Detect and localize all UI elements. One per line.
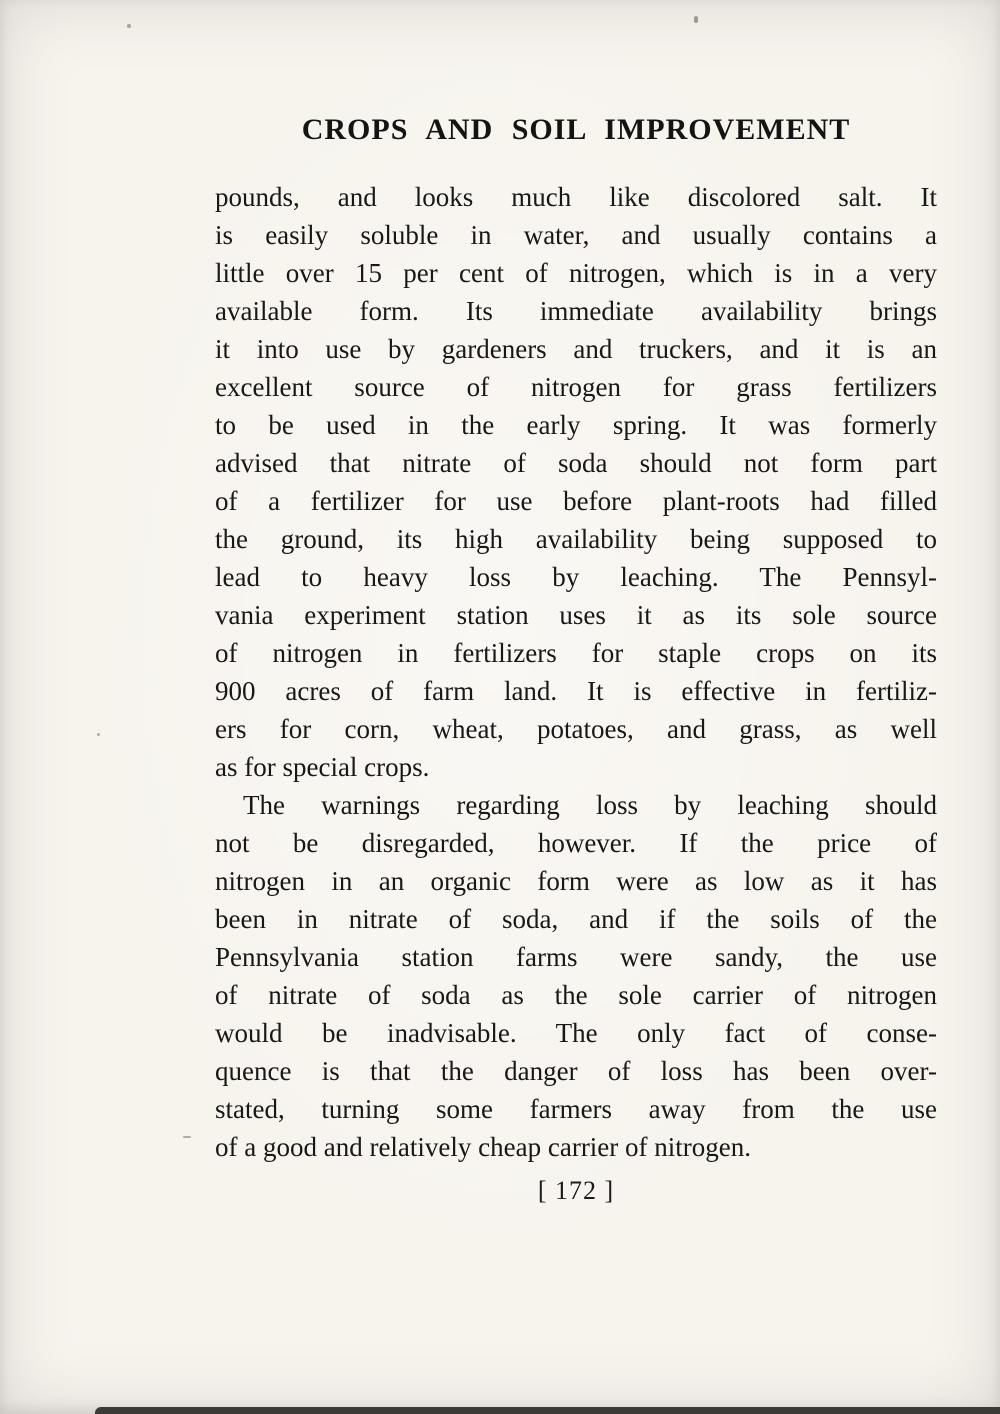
text-line: not be disregarded, however. If the price of [215, 828, 937, 858]
text-line: stated, turning some farmers away from the use [215, 1094, 937, 1124]
text-line: as for special crops. [215, 752, 430, 782]
text-line: of a good and relatively cheap carrier of nitrogen. [215, 1132, 752, 1162]
text-line: 900 acres of farm land. It is effective in fertiliz- [215, 676, 937, 706]
scan-speck [97, 733, 100, 736]
text-line: is easily soluble in water, and usually contains a [215, 220, 937, 250]
scan-bottom-edge [95, 1407, 1000, 1414]
text-line: Pennsylvania station farms were sandy, the use [215, 942, 937, 972]
text-line: of nitrate of soda as the sole carrier of nitrogen [215, 980, 937, 1010]
text-line: lead to heavy loss by leaching. The Pennsyl- [215, 562, 937, 592]
text-line: The warnings regarding loss by leaching should [243, 790, 937, 820]
text-line: little over 15 per cent of nitrogen, which is in a very [215, 258, 937, 288]
text-line: to be used in the early spring. It was formerly [215, 410, 937, 440]
text-line: pounds, and looks much like discolored salt. It [215, 182, 937, 212]
text-line: of a fertilizer for use before plant-roots had filled [215, 486, 937, 516]
scan-speck [183, 1136, 191, 1138]
text-line: of nitrogen in fertilizers for staple crops on its [215, 638, 937, 668]
paragraph [215, 786, 937, 1166]
text-line: the ground, its high availability being supposed to [215, 524, 937, 554]
body-text [215, 178, 937, 1166]
text-line: would be inadvisable. The only fact of conse- [215, 1018, 937, 1048]
text-line: nitrogen in an organic form were as low as it has [215, 866, 937, 896]
text-line: ers for corn, wheat, potatoes, and grass, as well [215, 714, 937, 744]
text-line: quence is that the danger of loss has been over- [215, 1056, 937, 1086]
text-line: it into use by gardeners and truckers, and it is an [215, 334, 937, 364]
text-line: vania experiment station uses it as its sole source [215, 600, 937, 630]
text-line: advised that nitrate of soda should not form part [215, 448, 937, 478]
text-line: available form. Its immediate availability brings [215, 296, 937, 326]
scan-speck [127, 24, 131, 28]
text-block [215, 112, 937, 1206]
text-line: been in nitrate of soda, and if the soils of the [215, 904, 937, 934]
text-line: excellent source of nitrogen for grass fertilizers [215, 372, 937, 402]
page-number: [ 172 ] [537, 1176, 615, 1205]
page-title: CROPS AND SOIL IMPROVEMENT [301, 113, 851, 146]
paragraph [215, 178, 937, 786]
scan-speck [694, 16, 698, 23]
